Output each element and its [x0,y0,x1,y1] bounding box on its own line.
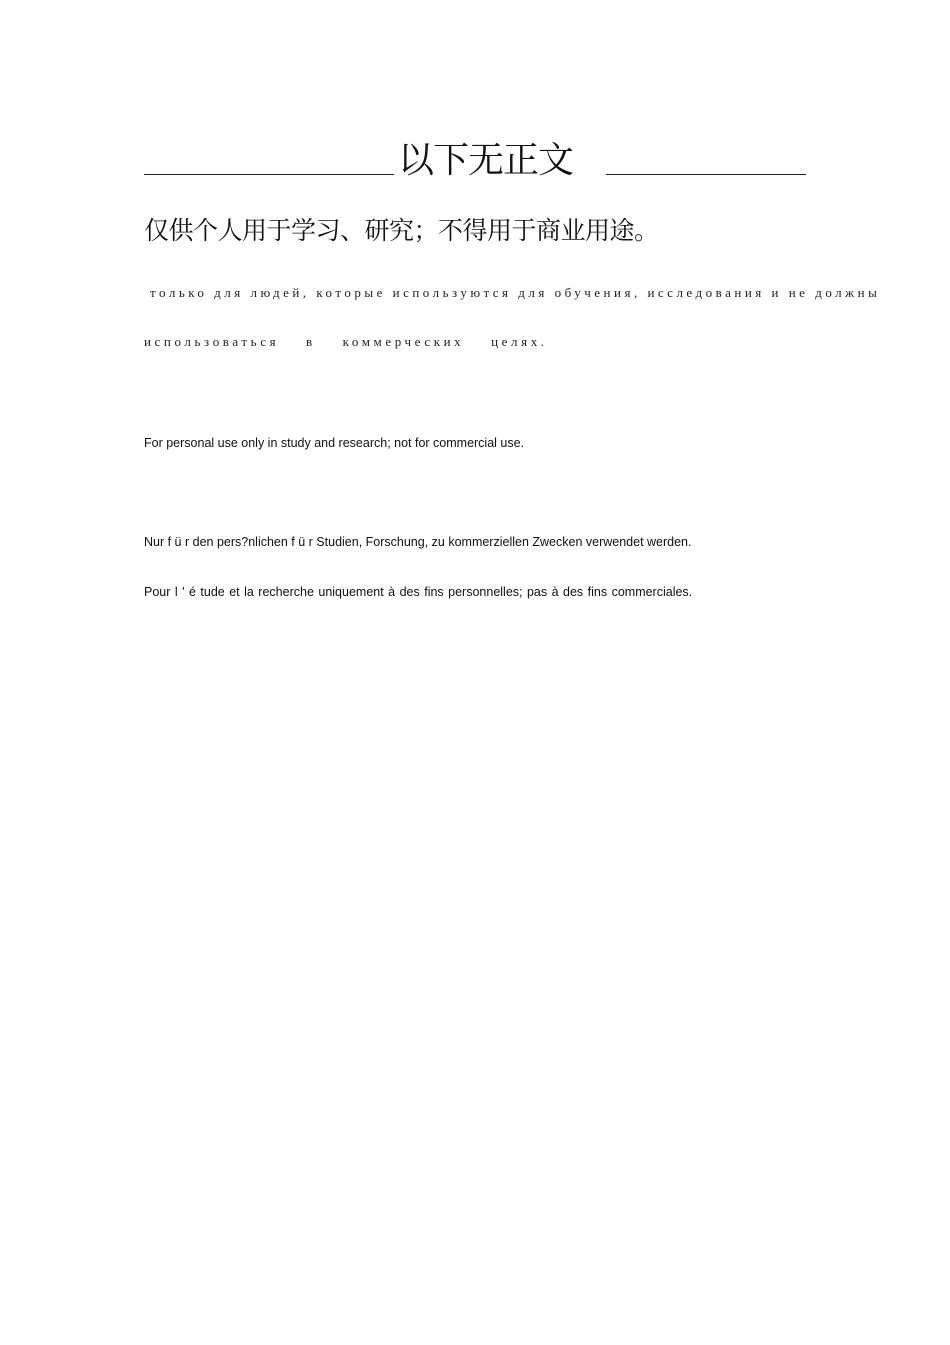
notice-russian-line-1: только для людей, которые используются для обучения, исследования и не должны [150,285,881,300]
heading-rule-right [606,174,806,175]
notice-russian-line-2: использоваться в коммерческих целях. [144,334,548,349]
notice-english: For personal use only in study and research; not for commercial use. [144,436,525,450]
notice-chinese: 仅供个人用于学习、研究；不得用于商业用途。 [144,216,659,245]
heading-row [144,138,806,186]
page-heading: 以下无正文 [398,140,574,181]
notice-french: Pour l ' é tude et la recherche uniquement à des fins personnelles; pas à des fins commerciales. [144,585,693,599]
heading-rule-left [144,174,394,175]
notice-german: Nur f ü r den pers?nlichen f ü r Studien, Forschung, zu kommerziellen Zwecken verwendet werden. [144,535,692,549]
